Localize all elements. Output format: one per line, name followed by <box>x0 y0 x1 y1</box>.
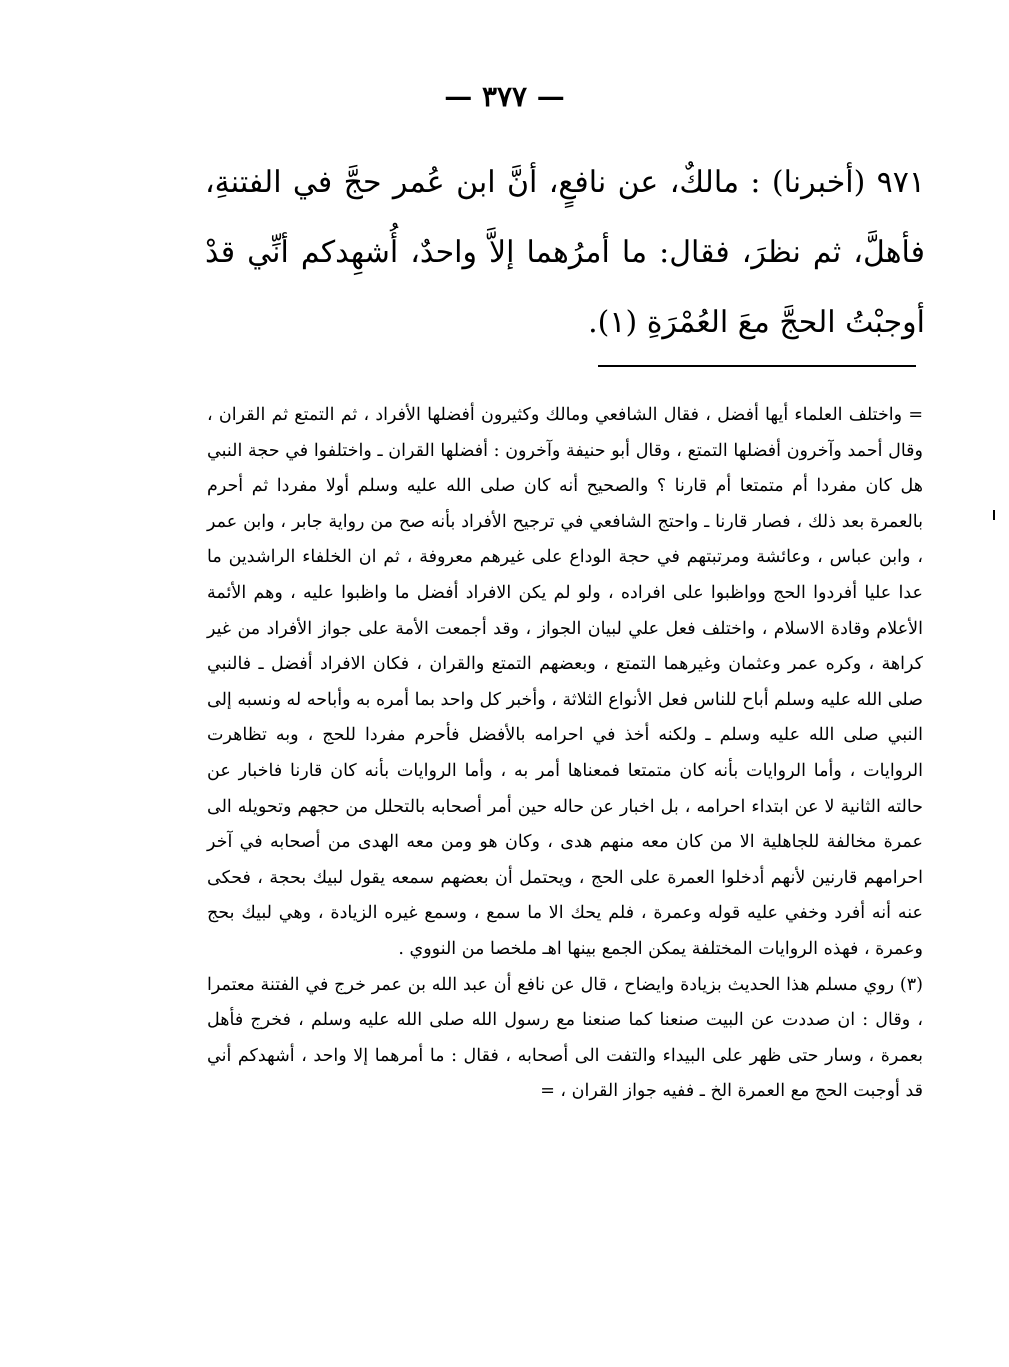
footnotes <box>207 398 923 1110</box>
footnote-paragraph-continued: = واختلف العلماء أيها أفضل ، فقال الشافعي ومالك وكثيرون أفضلها الأفراد ، ثم التمتع ثم القران ، وقال أحمد وآخرون أفضلها التمتع ، وقال أبو حنيفة وآخرون : أفضلها القران ـ واختلفوا في حجة النبي هل كان مفردا أم متمتعا أم قارنا ؟ والصحيح أنه كان صلى الله عليه وسلم أولا مفردا ثم أحرم بالعمرة بعد ذلك ، فصار قارنا ـ واحتج الشافعي في ترجيح الأفراد بأنه صح من رواية جابر ، وابن عمر ، وابن عباس ، وعائشة ومرتبتهم في حجة الوداع على غيرهم معروفة ، ثم ان الخلفاء الراشدين ما عدا عليا أفردوا الحج وواظبوا على افراده ، ولو لم يكن الافراد أفضل ما واظبوا عليه ، وهم الأئمة الأعلام وقادة الاسلام ، واختلف فعل علي لبيان الجواز ، وقد أجمعت الأمة على جواز الأفراد من غير كراهة ، وكره عمر وعثمان وغيرهما التمتع ، وبعضهم التمتع والقران ، فكان الافراد أفضل ـ فالنبي صلى الله عليه وسلم أباح للناس فعل الأنواع الثلاثة ، وأخبر كل واحد بما أمره به وأباحه له ونسبه إلى النبي صلى الله عليه وسلم ـ ولكنه أخذ في احرامه بالأفضل فأحرم مفردا للحج ، وبه تظاهرت الروايات ، وأما الروايات بأنه كان متمتعا فمعناها أمر به ، وأما الروايات بأنه كان قارنا فاخبار عن حالته الثانية لا عن ابتداء احرامه ، بل اخبار عن حاله حين أمر أصحابه بالتحلل من حجهم وتحويله الى عمرة مخالفة للجاهلية الا من كان معه منهم هدى ، وكان هو ومن معه الهدى من أصحابه في آخر احرامهم قارنين لأنهم أدخلوا العمرة على الحج ، ويحتمل أن بعضهم سمعه يقول لبيك بحجة ، فحكى عنه أنه أفرد وخفي عليه قوله وعمرة ، فلم يحك الا ما سمع ، وسمع غيره الزيادة ، وهي لبيك بحج وعمرة ، فهذه الروايات المختلفة يمكن الجمع بينها اهـ ملخصا من النووي . <box>207 405 923 959</box>
margin-mark <box>993 510 995 520</box>
footnote-paragraph-3: (٣) روي مسلم هذا الحديث بزيادة وايضاح ، قال عن نافع أن عبد الله بن عمر خرج في الفتنة معتمرا ، وقال : ان صددت عن البيت صنعنا كما صنعنا مع رسول الله صلى الله عليه وسلم ، فخرج فأهل بعمرة ، وسار حتى ظهر على البيداء والتفت الى أصحابه ، فقال : ما أمرهما إلا واحد ، أشهدكم أني قد أوجبت الحج مع العمرة الخ ـ ففيه جواز القران ، = <box>207 974 923 1102</box>
page-number: — ٣٧٧ — <box>444 80 565 113</box>
footnote-separator <box>598 365 916 367</box>
hadith-text: ٩٧١ (أخبرنا) : مالكٌ، عن نافعٍ، أنَّ ابن عُمر حجَّ في الفتنةِ، فأهلَّ، ثم نظرَ، فقال: ما أمرُهما إلاَّ واحدٌ، أُشهِدكم أنِّي قدْ أوجبْتُ الحجَّ معَ العُمْرَةِ (١). <box>205 165 925 340</box>
